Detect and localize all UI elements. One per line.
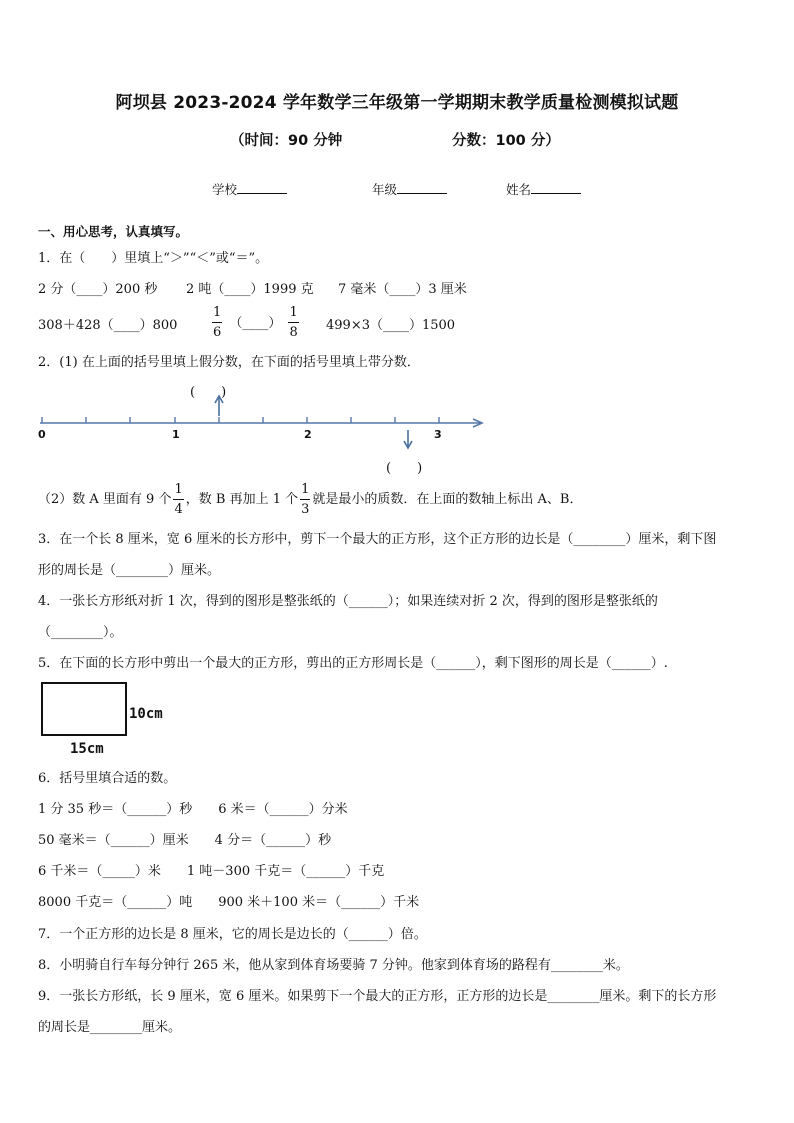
up-arrow-icon <box>215 396 223 416</box>
grade-blank[interactable] <box>397 180 447 194</box>
number-line-bottom-bracket: ( ) <box>386 461 423 476</box>
question-6: 6．括号里填合适的数。 <box>38 771 177 786</box>
q1-fraction-row <box>210 305 301 340</box>
rectangle-figure <box>41 682 127 736</box>
name-field <box>506 180 581 198</box>
question-3-line1: 3．在一个长 8 厘米，宽 6 厘米的长方形中，剪下一个最大的正方形，这个正方形的边长是（________）厘米，剩下图 <box>38 532 717 547</box>
rect-width-label: 15cm <box>70 741 104 757</box>
question-8: 8．小明骑自行车每分钟行 265 米，他从家到体育场要骑 7 分钟。他家到体育场的路程有________米。 <box>38 958 629 973</box>
q2-part2-prefix: （2）数 A 里面有 9 个 <box>38 491 172 507</box>
q1-compare-f: 499×3（____）1500 <box>326 318 456 333</box>
exam-time: （时间：90 分钟 <box>230 133 343 149</box>
question-4-line1: 4．一张长方形纸对折 1 次，得到的图形是整张纸的（______）；如果连续对折 2 次，得到的图形是整张纸的 <box>38 594 658 609</box>
q2-part2 <box>38 482 582 517</box>
fraction-one-third: $\frac{1}{3}$ <box>301 482 310 517</box>
q1-fraction-blank: （____） <box>229 316 282 331</box>
section-heading: 一、用心思考，认真填写。 <box>38 224 189 239</box>
q1-compare-a: 2 分（____）200 秒 <box>38 282 158 297</box>
tick-label-3: 3 <box>434 428 442 441</box>
question-3-line2: 形的周长是（________）厘米。 <box>38 563 221 578</box>
question-9-line2: 的周长是________厘米。 <box>38 1020 182 1035</box>
question-5: 5．在下面的长方形中剪出一个最大的正方形，剪出的正方形周长是（______），剩下图形的周长是（______）. <box>38 656 668 671</box>
question-7: 7．一个正方形的边长是 8 厘米，它的周长是边长的（______）倍。 <box>38 927 427 942</box>
number-line-top-bracket: ( ) <box>190 385 227 400</box>
rect-height-label: 10cm <box>129 706 163 722</box>
fraction-one-quarter: $\frac{1}{4}$ <box>174 482 183 517</box>
school-field <box>212 180 287 198</box>
q6-row-1: 1 分 35 秒＝（______）秒 6 米＝（______）分米 <box>38 802 348 817</box>
tick-label-1: 1 <box>172 428 180 441</box>
q2-part2-mid: ，数 B 再加上 1 个 <box>185 491 299 507</box>
tick-label-2: 2 <box>304 428 312 441</box>
question-2: 2．(1) 在上面的括号里填上假分数，在下面的括号里填上带分数． <box>38 355 420 370</box>
school-blank[interactable] <box>237 180 287 194</box>
school-label: 学校 <box>212 182 238 197</box>
q6-row-4: 8000 千克＝（______）吨 900 米＋100 米＝（______）千米 <box>38 895 420 910</box>
page-title: 阿坝县 2023-2024 学年数学三年级第一学期期末教学质量检测模拟试题 <box>115 93 679 113</box>
q1-compare-c: 7 毫米（____）3 厘米 <box>338 282 467 297</box>
q6-row-3: 6 千米＝（_____）米 1 吨－300 千克＝（______）千克 <box>38 864 385 879</box>
down-arrow-icon <box>404 430 412 448</box>
fraction-one-sixth: $\frac{1}{6}$ <box>213 305 222 340</box>
q2-part2-suffix: 就是最小的质数．在上面的数轴上标出 A、B． <box>312 491 583 507</box>
tick-label-0: 0 <box>38 428 46 441</box>
q1-compare-d: 308＋428（____）800 <box>38 318 178 333</box>
number-line <box>30 380 500 450</box>
grade-label: 年级 <box>372 182 398 197</box>
grade-field <box>372 180 447 198</box>
fraction-one-eighth: $\frac{1}{8}$ <box>289 305 298 340</box>
question-1: 1．在（ ）里填上“＞”“＜”或“＝”。 <box>38 251 269 266</box>
name-blank[interactable] <box>531 180 581 194</box>
question-4-line2: （________）。 <box>38 625 123 640</box>
exam-score: 分数：100 分） <box>452 133 560 149</box>
q6-row-2: 50 毫米＝（______）厘米 4 分＝（______）秒 <box>38 833 332 848</box>
q1-compare-b: 2 吨（____）1999 克 <box>186 282 314 297</box>
number-line-ticks <box>42 417 439 423</box>
question-9-line1: 9．一张长方形纸，长 9 厘米，宽 6 厘米。如果剪下一个最大的正方形，正方形的边长是________厘米。剩下的长方形 <box>38 989 717 1004</box>
name-label: 姓名 <box>506 182 532 197</box>
